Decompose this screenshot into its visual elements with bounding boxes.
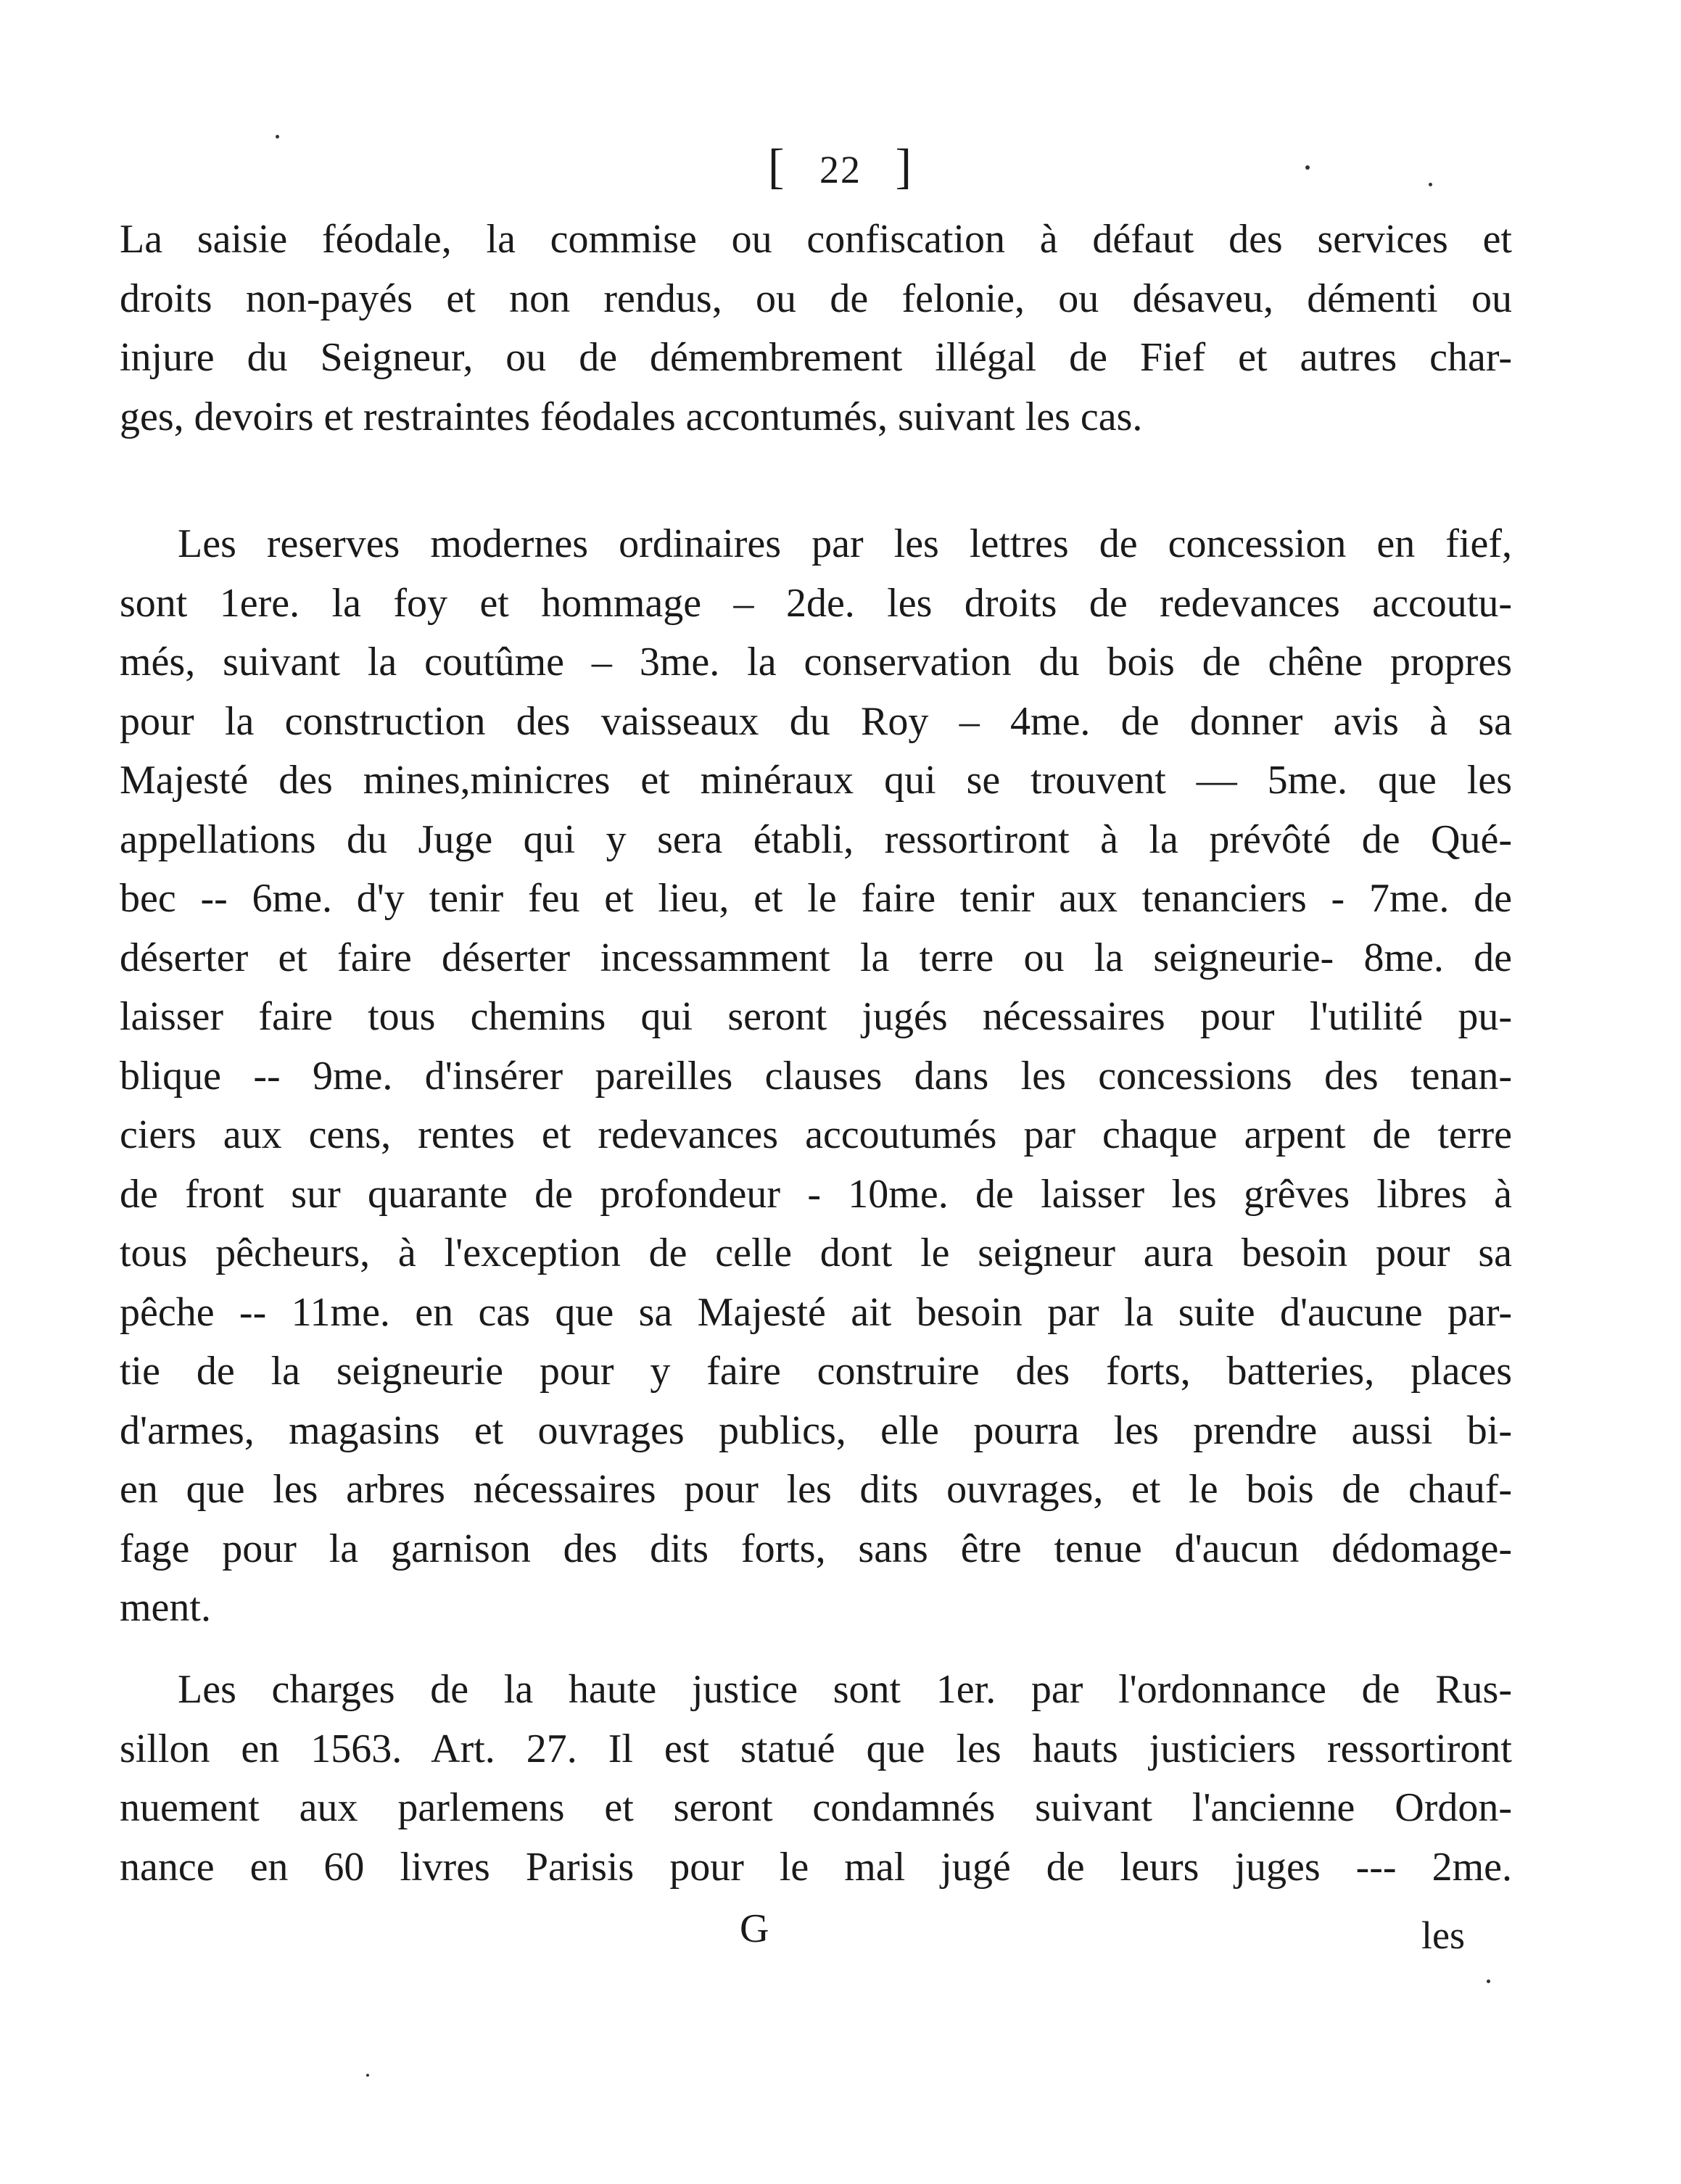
signature-mark: G bbox=[740, 1906, 769, 1951]
text-line: pêche -- 11me. en cas que sa Majesté ait besoin par la suite d'aucune par- bbox=[120, 1289, 1512, 1335]
page-number: 22 bbox=[819, 148, 862, 191]
text-line: blique -- 9me. d'insérer pareilles clauses dans les concessions des tenan- bbox=[120, 1053, 1512, 1099]
text-line: d'armes, magasins et ouvrages publics, elle pourra les prendre aussi bi- bbox=[120, 1407, 1512, 1453]
text-line: ges, devoirs et restraintes féodales accontumés, suivant les cas. bbox=[120, 394, 1143, 439]
print-speck bbox=[366, 2074, 369, 2077]
text-line: laisser faire tous chemins qui seront jugés nécessaires pour l'utilité pu- bbox=[120, 994, 1512, 1039]
text-line: bec -- 6me. d'y tenir feu et lieu, et le faire tenir aux tenanciers - 7me. de bbox=[120, 876, 1512, 921]
text-line: déserter et faire déserter incessamment la terre ou la seigneurie- 8me. de bbox=[120, 935, 1512, 980]
text-line: tous pêcheurs, à l'exception de celle dont le seigneur aura besoin pour sa bbox=[120, 1230, 1512, 1275]
text-line: injure du Seigneur, ou de démembrement illégal de Fief et autres char- bbox=[120, 335, 1512, 380]
text-line: ciers aux cens, rentes et redevances accoutumés par chaque arpent de terre bbox=[120, 1112, 1512, 1157]
print-speck bbox=[1487, 1980, 1490, 1983]
print-speck bbox=[1429, 183, 1432, 186]
text-line: La saisie féodale, la commise ou confiscation à défaut des services et bbox=[120, 217, 1512, 262]
paragraph-2 bbox=[120, 515, 1512, 1638]
page-number-header bbox=[0, 138, 1681, 195]
text-line: pour la construction des vaisseaux du Roy – 4me. de donner avis à sa bbox=[120, 698, 1512, 744]
text-line: Majesté des mines,minicres et minéraux qui se trouvent — 5me. que les bbox=[120, 758, 1512, 803]
text-line: fage pour la garnison des dits forts, sans être tenue d'aucun dédomage- bbox=[120, 1526, 1512, 1571]
text-line: Les charges de la haute justice sont 1er. par l'ordonnance de Rus- bbox=[178, 1667, 1512, 1712]
text-line: nuement aux parlemens et seront condamnés suivant l'ancienne Ordon- bbox=[120, 1785, 1512, 1830]
text-line: droits non-payés et non rendus, ou de felonie, ou désaveu, démenti ou bbox=[120, 276, 1512, 321]
text-line: de front sur quarante de profondeur - 10me. de laisser les grêves libres à bbox=[120, 1171, 1512, 1217]
text-line: appellations du Juge qui y sera établi, ressortiront à la prévôté de Qué- bbox=[120, 816, 1512, 862]
paragraph-3 bbox=[120, 1660, 1512, 1897]
text-line: tie de la seigneurie pour y faire construire des forts, batteries, places bbox=[120, 1349, 1512, 1394]
text-line: nance en 60 livres Parisis pour le mal jugé de leurs juges --- 2me. bbox=[120, 1844, 1512, 1890]
paragraph-1 bbox=[120, 210, 1512, 447]
open-bracket: [ bbox=[767, 138, 786, 194]
text-line: sillon en 1563. Art. 27. Il est statué que les hauts justiciers ressortiront bbox=[120, 1726, 1512, 1771]
text-line: més, suivant la coutûme – 3me. la conservation du bois de chêne propres bbox=[120, 640, 1512, 684]
text-line: sont 1ere. la foy et hommage – 2de. les droits de redevances accoutu- bbox=[120, 580, 1512, 626]
text-line: en que les arbres nécessaires pour les dits ouvrages, et le bois de chauf- bbox=[120, 1467, 1512, 1512]
print-speck bbox=[1305, 165, 1310, 170]
catchword: les bbox=[1421, 1914, 1465, 1957]
text-line: Les reserves modernes ordinaires par les lettres de concession en fief, bbox=[178, 521, 1512, 566]
close-bracket: ] bbox=[895, 138, 914, 194]
print-speck bbox=[276, 135, 279, 138]
text-line: ment. bbox=[120, 1585, 211, 1630]
